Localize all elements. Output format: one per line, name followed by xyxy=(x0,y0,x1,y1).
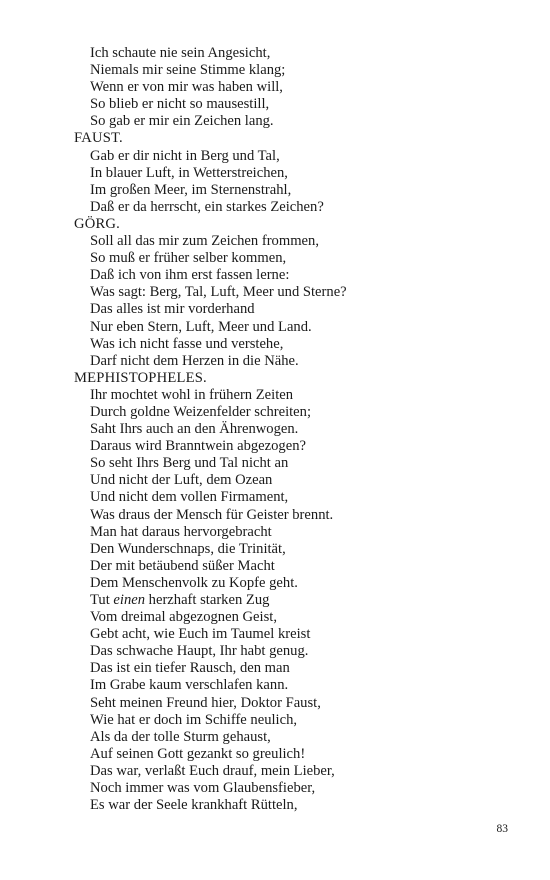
verse-line: So seht Ihrs Berg und Tal nicht an xyxy=(90,455,289,472)
verse-line: Gab er dir nicht in Berg und Tal, xyxy=(90,147,280,164)
emphasized-word: einen xyxy=(113,592,146,608)
verse-line: Und nicht der Luft, dem Ozean xyxy=(90,472,273,489)
verse-line: Der mit betäubend süßer Macht xyxy=(90,557,275,574)
verse-line: Daraus wird Branntwein abgezogen? xyxy=(90,438,306,455)
verse-line: Den Wunderschnaps, die Trinität, xyxy=(90,540,286,557)
verse-line: So gab er mir ein Zeichen lang. xyxy=(90,113,274,130)
verse-line: Ich schaute nie sein Angesicht, xyxy=(90,45,271,61)
verse-line: Daß ich von ihm erst fassen lerne: xyxy=(90,267,290,284)
verse-line: Was draus der Mensch für Geister brennt. xyxy=(90,506,334,523)
verse-line: So muß er früher selber kommen, xyxy=(90,250,287,267)
verse-line: Was ich nicht fasse und verstehe, xyxy=(90,335,284,352)
drama-text xyxy=(74,45,514,814)
verse-line: Nur eben Stern, Luft, Meer und Land. xyxy=(90,318,312,335)
speaker-name: GÖRG. xyxy=(74,215,120,232)
verse-line: Vom dreimal abgezognen Geist, xyxy=(90,609,277,626)
verse-line: Darf nicht dem Herzen in die Nähe. xyxy=(90,352,299,369)
verse-line: Seht meinen Freund hier, Doktor Faust, xyxy=(90,694,321,711)
verse-line: So blieb er nicht so mausestill, xyxy=(90,96,270,113)
verse-line-with-emphasis xyxy=(74,592,514,609)
verse-line: Daß er da herrscht, ein starkes Zeichen? xyxy=(90,198,324,215)
verse-line: Das war, verlaßt Euch drauf, mein Lieber, xyxy=(90,762,335,779)
verse-line: In blauer Luft, in Wetterstreichen, xyxy=(90,164,288,181)
verse-text: Tut xyxy=(90,592,114,608)
verse-line: Saht Ihrs auch an den Ährenwogen. xyxy=(90,421,299,438)
verse-line: Noch immer was vom Glaubensfieber, xyxy=(90,780,316,797)
speaker-name: FAUST. xyxy=(74,130,123,147)
verse-line: Es war der Seele krankhaft Rütteln, xyxy=(90,797,298,814)
verse-line: Niemals mir seine Stimme klang; xyxy=(90,62,286,79)
verse-line: Soll all das mir zum Zeichen frommen, xyxy=(90,233,319,250)
verse-line: Was sagt: Berg, Tal, Luft, Meer und Sterne? xyxy=(90,284,347,301)
verse-line: Ihr mochtet wohl in frühern Zeiten xyxy=(90,386,294,403)
verse-line: Als da der tolle Sturm gehaust, xyxy=(90,728,271,745)
speaker-name: MEPHISTOPHELES. xyxy=(74,369,207,386)
verse-line: Gebt acht, wie Euch im Taumel kreist xyxy=(90,626,311,643)
verse-line: Dem Menschenvolk zu Kopfe geht. xyxy=(90,574,298,591)
page-number: 83 xyxy=(496,823,508,835)
verse-line: Wie hat er doch im Schiffe neulich, xyxy=(90,711,298,728)
verse-line: Im großen Meer, im Sternenstrahl, xyxy=(90,181,292,198)
verse-line: Das ist ein tiefer Rausch, den man xyxy=(90,660,290,677)
verse-line: Wenn er von mir was haben will, xyxy=(90,79,283,96)
verse-line: Das schwache Haupt, Ihr habt genug. xyxy=(90,643,309,660)
verse-line: Auf seinen Gott gezankt so greulich! xyxy=(90,745,306,762)
verse-line: Im Grabe kaum verschlafen kann. xyxy=(90,677,289,694)
verse-line: Durch goldne Weizenfelder schreiten; xyxy=(90,403,312,420)
verse-line: Und nicht dem vollen Firmament, xyxy=(90,489,289,506)
verse-line: Man hat daraus hervorgebracht xyxy=(90,523,272,540)
verse-text: herzhaft starken Zug xyxy=(145,592,270,608)
verse-line: Das alles ist mir vorderhand xyxy=(90,301,255,318)
